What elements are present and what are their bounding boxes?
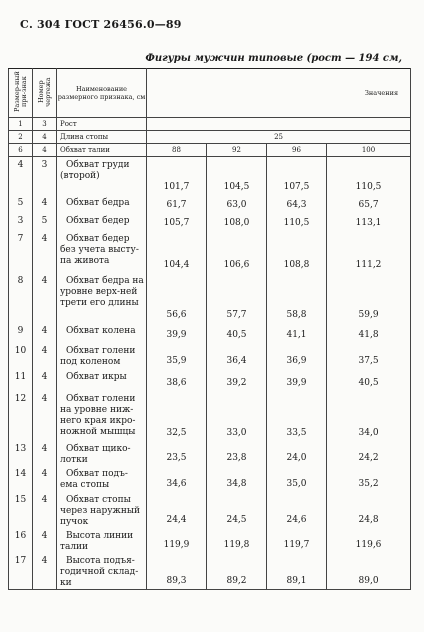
measure-value-cell: 58,8: [267, 273, 327, 323]
measure-value-cell: 61,7: [147, 195, 207, 213]
measure-value-cell: 106,6: [207, 231, 267, 273]
measure-value-cell: 24,2: [327, 441, 411, 466]
measure-name-cell: Обхват подъ-ема стопы: [57, 466, 147, 492]
measure-value-cell: 24,4: [147, 492, 207, 528]
measure-value-cell: 119,9: [147, 528, 207, 553]
measure-name-cell: Обхват голени под коленом: [57, 343, 147, 369]
measure-value-cell: 24,0: [267, 441, 327, 466]
param-value-cell: 100: [327, 144, 411, 157]
measure-value-cell: 56,6: [147, 273, 207, 323]
measure-value-cell: 33,0: [207, 391, 267, 441]
measure-value-cell: 119,7: [267, 528, 327, 553]
table-row: [9, 195, 411, 213]
measure-value-cell: 39,9: [267, 369, 327, 391]
measure-value-cell: 108,0: [207, 213, 267, 231]
table-caption: Фигуры мужчин типовые (рост — 194 см,: [145, 53, 402, 64]
measure-value-cell: 39,9: [147, 323, 207, 343]
size-no-cell: 7: [9, 231, 33, 273]
drawing-no-cell: 4: [33, 528, 57, 553]
measure-value-cell: 34,0: [327, 391, 411, 441]
measure-value-cell: 104,5: [207, 157, 267, 195]
measure-value-cell: 24,8: [327, 492, 411, 528]
size-no-cell: 10: [9, 343, 33, 369]
measure-value-cell: 40,5: [327, 369, 411, 391]
table-row: [9, 273, 411, 323]
size-no-cell: 1: [9, 118, 33, 131]
col-values: Значения: [147, 69, 411, 118]
measure-value-cell: 34,6: [147, 466, 207, 492]
measure-value-cell: 104,4: [147, 231, 207, 273]
measure-value-cell: 39,2: [207, 369, 267, 391]
size-no-cell: 2: [9, 131, 33, 144]
drawing-no-cell: 3: [33, 118, 57, 131]
measure-value-cell: 65,7: [327, 195, 411, 213]
measure-name-cell: Обхват икры: [57, 369, 147, 391]
measure-value-cell: 113,1: [327, 213, 411, 231]
measure-value-cell: 41,1: [267, 323, 327, 343]
drawing-no-cell: 3: [33, 157, 57, 195]
drawing-no-cell: 5: [33, 213, 57, 231]
measure-value-cell: 23,5: [147, 441, 207, 466]
measure-value-cell: 24,6: [267, 492, 327, 528]
measure-name-cell: Обхват груди (второй): [57, 157, 147, 195]
param-value-cell: 92: [207, 144, 267, 157]
measure-name-cell: Обхват щико-лотки: [57, 441, 147, 466]
table-row: [9, 369, 411, 391]
drawing-no-cell: 4: [33, 323, 57, 343]
table-row: [9, 323, 411, 343]
measure-value-cell: 32,5: [147, 391, 207, 441]
header-param-row: [9, 144, 411, 157]
param-value-cell: 96: [267, 144, 327, 157]
measure-value-cell: 111,2: [327, 231, 411, 273]
measure-value-cell: 24,5: [207, 492, 267, 528]
table-row: [9, 213, 411, 231]
measure-value-cell: 89,0: [327, 553, 411, 590]
param-value-cell: 88: [147, 144, 207, 157]
size-no-cell: 16: [9, 528, 33, 553]
measure-value-cell: 110,5: [327, 157, 411, 195]
size-no-cell: 4: [9, 157, 33, 195]
size-no-cell: 8: [9, 273, 33, 323]
measure-value-cell: 37,5: [327, 343, 411, 369]
measure-value-cell: 40,5: [207, 323, 267, 343]
measure-value-cell: 107,5: [267, 157, 327, 195]
table-row: [9, 391, 411, 441]
measure-value-cell: 119,6: [327, 528, 411, 553]
measure-name-cell: Обхват стопы через наружный пучок: [57, 492, 147, 528]
measure-value-cell: 34,8: [207, 466, 267, 492]
size-no-cell: 15: [9, 492, 33, 528]
measure-name-cell: Обхват бедер: [57, 213, 147, 231]
page-header: С. 304 ГОСТ 26456.0—89: [20, 18, 182, 31]
drawing-no-cell: 4: [33, 343, 57, 369]
param-span-cell: 25: [147, 131, 411, 144]
drawing-no-cell: 4: [33, 273, 57, 323]
measurements-table: [8, 68, 411, 590]
table-row: [9, 466, 411, 492]
drawing-no-cell: 4: [33, 391, 57, 441]
table-header-row: [9, 69, 411, 118]
param-empty-cell: [147, 118, 411, 131]
size-no-cell: 3: [9, 213, 33, 231]
measure-value-cell: 89,2: [207, 553, 267, 590]
measure-value-cell: 110,5: [267, 213, 327, 231]
drawing-no-cell: 4: [33, 231, 57, 273]
measure-name-cell: Обхват колена: [57, 323, 147, 343]
measure-value-cell: 35,9: [147, 343, 207, 369]
measure-value-cell: 35,0: [267, 466, 327, 492]
param-name-cell: Обхват талии: [57, 144, 147, 157]
drawing-no-cell: 4: [33, 195, 57, 213]
col-name: Наименование размерного признака, см: [57, 69, 147, 118]
measure-name-cell: Обхват бедра: [57, 195, 147, 213]
table-row: [9, 231, 411, 273]
measure-value-cell: 105,7: [147, 213, 207, 231]
size-no-cell: 6: [9, 144, 33, 157]
size-no-cell: 13: [9, 441, 33, 466]
drawing-no-cell: 4: [33, 441, 57, 466]
header-param-row: [9, 131, 411, 144]
measure-name-cell: Обхват бедер без учета высту-па живота: [57, 231, 147, 273]
measure-value-cell: 33,5: [267, 391, 327, 441]
table-row: [9, 553, 411, 590]
measure-value-cell: 108,8: [267, 231, 327, 273]
measure-value-cell: 119,8: [207, 528, 267, 553]
drawing-no-cell: 4: [33, 466, 57, 492]
measure-value-cell: 59,9: [327, 273, 411, 323]
col-size-no: Размер-ный при-знак: [9, 69, 33, 118]
size-no-cell: 14: [9, 466, 33, 492]
header-param-row: [9, 118, 411, 131]
measure-value-cell: 36,4: [207, 343, 267, 369]
size-no-cell: 9: [9, 323, 33, 343]
measure-value-cell: 38,6: [147, 369, 207, 391]
param-name-cell: Рост: [57, 118, 147, 131]
drawing-no-cell: 4: [33, 492, 57, 528]
col-drawing-no: Номер чертежа: [33, 69, 57, 118]
measure-value-cell: 89,1: [267, 553, 327, 590]
measure-value-cell: 41,8: [327, 323, 411, 343]
table-row: [9, 441, 411, 466]
measure-value-cell: 64,3: [267, 195, 327, 213]
drawing-no-cell: 4: [33, 553, 57, 590]
param-name-cell: Длина стопы: [57, 131, 147, 144]
table-row: [9, 528, 411, 553]
measure-name-cell: Высота линии талии: [57, 528, 147, 553]
measure-name-cell: Высота подъя-годичной склад-ки: [57, 553, 147, 590]
size-no-cell: 5: [9, 195, 33, 213]
size-no-cell: 12: [9, 391, 33, 441]
drawing-no-cell: 4: [33, 131, 57, 144]
drawing-no-cell: 4: [33, 369, 57, 391]
measure-value-cell: 63,0: [207, 195, 267, 213]
measure-value-cell: 36,9: [267, 343, 327, 369]
drawing-no-cell: 4: [33, 144, 57, 157]
measure-value-cell: 89,3: [147, 553, 207, 590]
table-row: [9, 492, 411, 528]
measure-name-cell: Обхват голени на уровне ниж-него края икро-ножной мышцы: [57, 391, 147, 441]
measure-name-cell: Обхват бедра на уровне верх-ней трети его длины: [57, 273, 147, 323]
measure-value-cell: 35,2: [327, 466, 411, 492]
measure-value-cell: 57,7: [207, 273, 267, 323]
measure-value-cell: 23,8: [207, 441, 267, 466]
measure-value-cell: 101,7: [147, 157, 207, 195]
table-row: [9, 157, 411, 195]
size-no-cell: 17: [9, 553, 33, 590]
table-row: [9, 343, 411, 369]
size-no-cell: 11: [9, 369, 33, 391]
